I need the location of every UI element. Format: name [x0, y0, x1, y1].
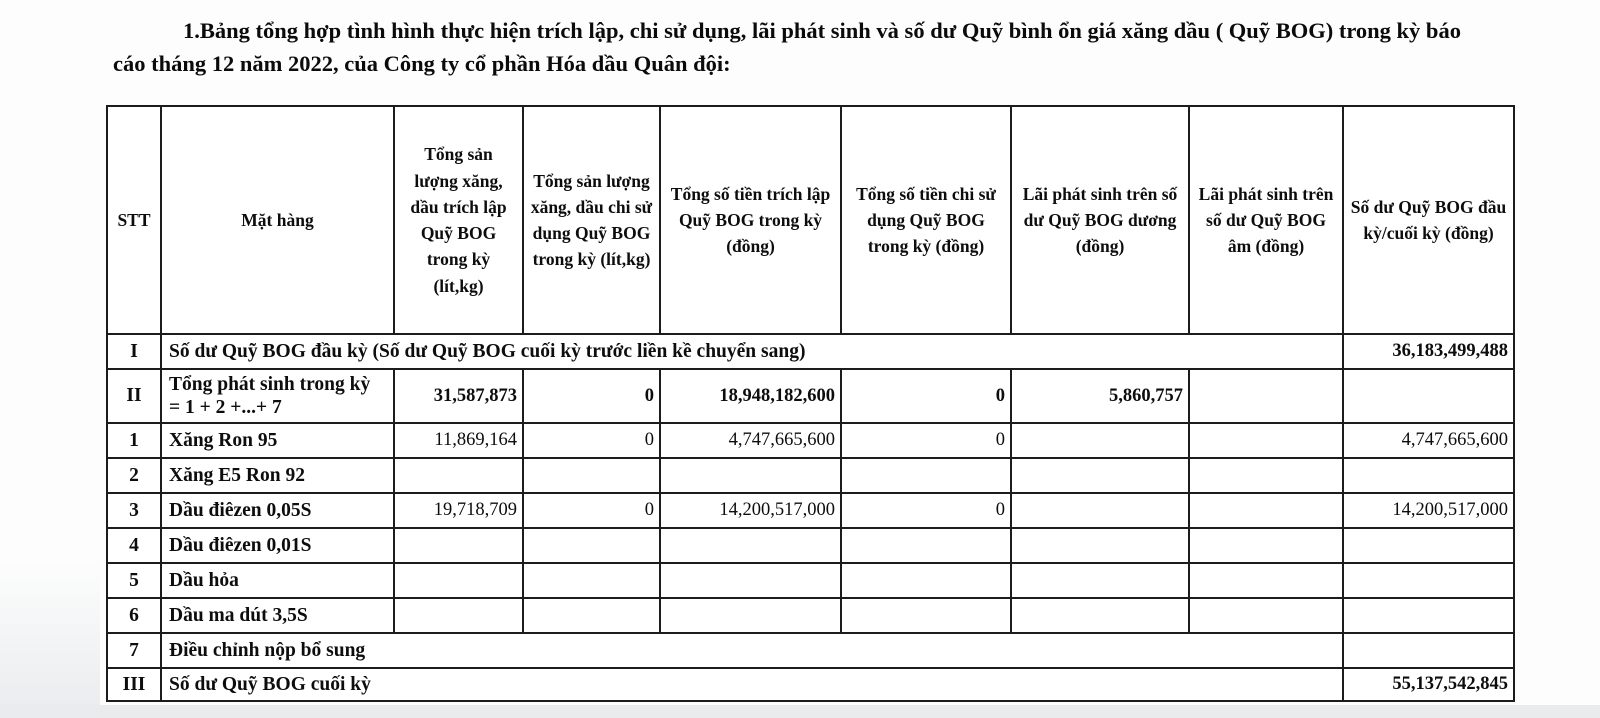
- table-row: [107, 423, 1514, 458]
- stt-cell: 5: [107, 563, 161, 598]
- cell-value: [1189, 598, 1343, 633]
- cell-value: 4,747,665,600: [1343, 423, 1514, 458]
- cell-value: [1011, 598, 1189, 633]
- cell-value: [841, 458, 1011, 493]
- cell-value: 36,183,499,488: [1343, 334, 1514, 369]
- cell-value: 0: [523, 423, 660, 458]
- cell-value: [1343, 633, 1514, 668]
- bog-fund-table: [106, 105, 1515, 702]
- column-header: Mặt hàng: [161, 106, 394, 334]
- cell-value: 14,200,517,000: [660, 493, 841, 528]
- row-label: Xăng E5 Ron 92: [161, 458, 394, 493]
- cell-value: 5,860,757: [1011, 369, 1189, 423]
- table-row: [107, 668, 1514, 701]
- table-row: [107, 369, 1514, 423]
- cell-value: [1343, 458, 1514, 493]
- stt-cell: 4: [107, 528, 161, 563]
- row-label: Dầu ma dút 3,5S: [161, 598, 394, 633]
- table-header: [107, 106, 1514, 334]
- row-label: Dầu điêzen 0,01S: [161, 528, 394, 563]
- cell-value: 0: [841, 369, 1011, 423]
- column-header: Lãi phát sinh trên số dư Quỹ BOG âm (đồng): [1189, 106, 1343, 334]
- table-row: [107, 598, 1514, 633]
- cell-value: [660, 528, 841, 563]
- cell-value: [1011, 563, 1189, 598]
- row-label: Số dư Quỹ BOG cuối kỳ: [161, 668, 1343, 701]
- cell-value: 0: [841, 423, 1011, 458]
- row-label: Dầu hỏa: [161, 563, 394, 598]
- cell-value: 0: [523, 369, 660, 423]
- cell-value: 14,200,517,000: [1343, 493, 1514, 528]
- column-header: Tổng sản lượng xăng, dầu chi sử dụng Quỹ BOG trong kỳ (lít,kg): [523, 106, 660, 334]
- cell-value: [523, 598, 660, 633]
- cell-value: 0: [523, 493, 660, 528]
- cell-value: [841, 563, 1011, 598]
- cell-value: 11,869,164: [394, 423, 523, 458]
- cell-value: [1011, 528, 1189, 563]
- row-label: Tổng phát sinh trong kỳ = 1 + 2 +...+ 7: [161, 369, 394, 423]
- stt-cell: III: [107, 668, 161, 701]
- cell-value: [1343, 369, 1514, 423]
- column-header: Tổng số tiền trích lập Quỹ BOG trong kỳ (đồng): [660, 106, 841, 334]
- cell-value: [1189, 493, 1343, 528]
- cell-value: 0: [841, 493, 1011, 528]
- document-title: 1.Bảng tổng hợp tình hình thực hiện trích lập, chi sử dụng, lãi phát sinh và số dư Quỹ bình ổn giá xăng dầu ( Quỹ BOG) trong kỳ báo cáo tháng 12 năm 2022, của Công ty cổ phần Hóa dầu Quân đội:: [113, 18, 1461, 76]
- cell-value: [1189, 458, 1343, 493]
- cell-value: [394, 598, 523, 633]
- row-label: Số dư Quỹ BOG đầu kỳ (Số dư Quỹ BOG cuối kỳ trước liền kề chuyển sang): [161, 334, 1343, 369]
- cell-value: 19,718,709: [394, 493, 523, 528]
- cell-value: 31,587,873: [394, 369, 523, 423]
- column-header: Tổng số tiền chi sử dụng Quỹ BOG trong kỳ (đồng): [841, 106, 1011, 334]
- cell-value: [1011, 423, 1189, 458]
- header-row: [107, 106, 1514, 334]
- cell-value: [1343, 563, 1514, 598]
- column-header: Lãi phát sinh trên số dư Quỹ BOG dương (đồng): [1011, 106, 1189, 334]
- scan-bottom-edge: [0, 705, 1600, 718]
- table-body: [107, 334, 1514, 701]
- table-row: [107, 633, 1514, 668]
- stt-cell: 1: [107, 423, 161, 458]
- cell-value: [841, 528, 1011, 563]
- cell-value: [394, 458, 523, 493]
- cell-value: [1189, 369, 1343, 423]
- row-label: Điều chỉnh nộp bổ sung: [161, 633, 1343, 668]
- cell-value: [1011, 458, 1189, 493]
- stt-cell: II: [107, 369, 161, 423]
- cell-value: [394, 528, 523, 563]
- cell-value: [523, 528, 660, 563]
- cell-value: [1189, 528, 1343, 563]
- column-header: STT: [107, 106, 161, 334]
- table-row: [107, 334, 1514, 369]
- cell-value: [1189, 563, 1343, 598]
- cell-value: [660, 458, 841, 493]
- cell-value: [841, 598, 1011, 633]
- table-row: [107, 458, 1514, 493]
- stt-cell: 6: [107, 598, 161, 633]
- cell-value: [1343, 598, 1514, 633]
- row-label: Xăng Ron 95: [161, 423, 394, 458]
- cell-value: [1189, 423, 1343, 458]
- column-header: Tổng sản lượng xăng, dầu trích lập Quỹ BOG trong kỳ (lít,kg): [394, 106, 523, 334]
- stt-cell: 3: [107, 493, 161, 528]
- cell-value: [523, 458, 660, 493]
- column-header: Số dư Quỹ BOG đầu kỳ/cuối kỳ (đồng): [1343, 106, 1514, 334]
- cell-value: [660, 598, 841, 633]
- table-row: [107, 563, 1514, 598]
- cell-value: [1011, 493, 1189, 528]
- cell-value: 18,948,182,600: [660, 369, 841, 423]
- cell-value: [1343, 528, 1514, 563]
- stt-cell: 2: [107, 458, 161, 493]
- table-row: [107, 493, 1514, 528]
- cell-value: 55,137,542,845: [1343, 668, 1514, 701]
- scan-shadow: [0, 560, 100, 718]
- cell-value: [660, 563, 841, 598]
- table-row: [107, 528, 1514, 563]
- row-label: Dầu điêzen 0,05S: [161, 493, 394, 528]
- cell-value: [394, 563, 523, 598]
- stt-cell: I: [107, 334, 161, 369]
- cell-value: [523, 563, 660, 598]
- stt-cell: 7: [107, 633, 161, 668]
- cell-value: 4,747,665,600: [660, 423, 841, 458]
